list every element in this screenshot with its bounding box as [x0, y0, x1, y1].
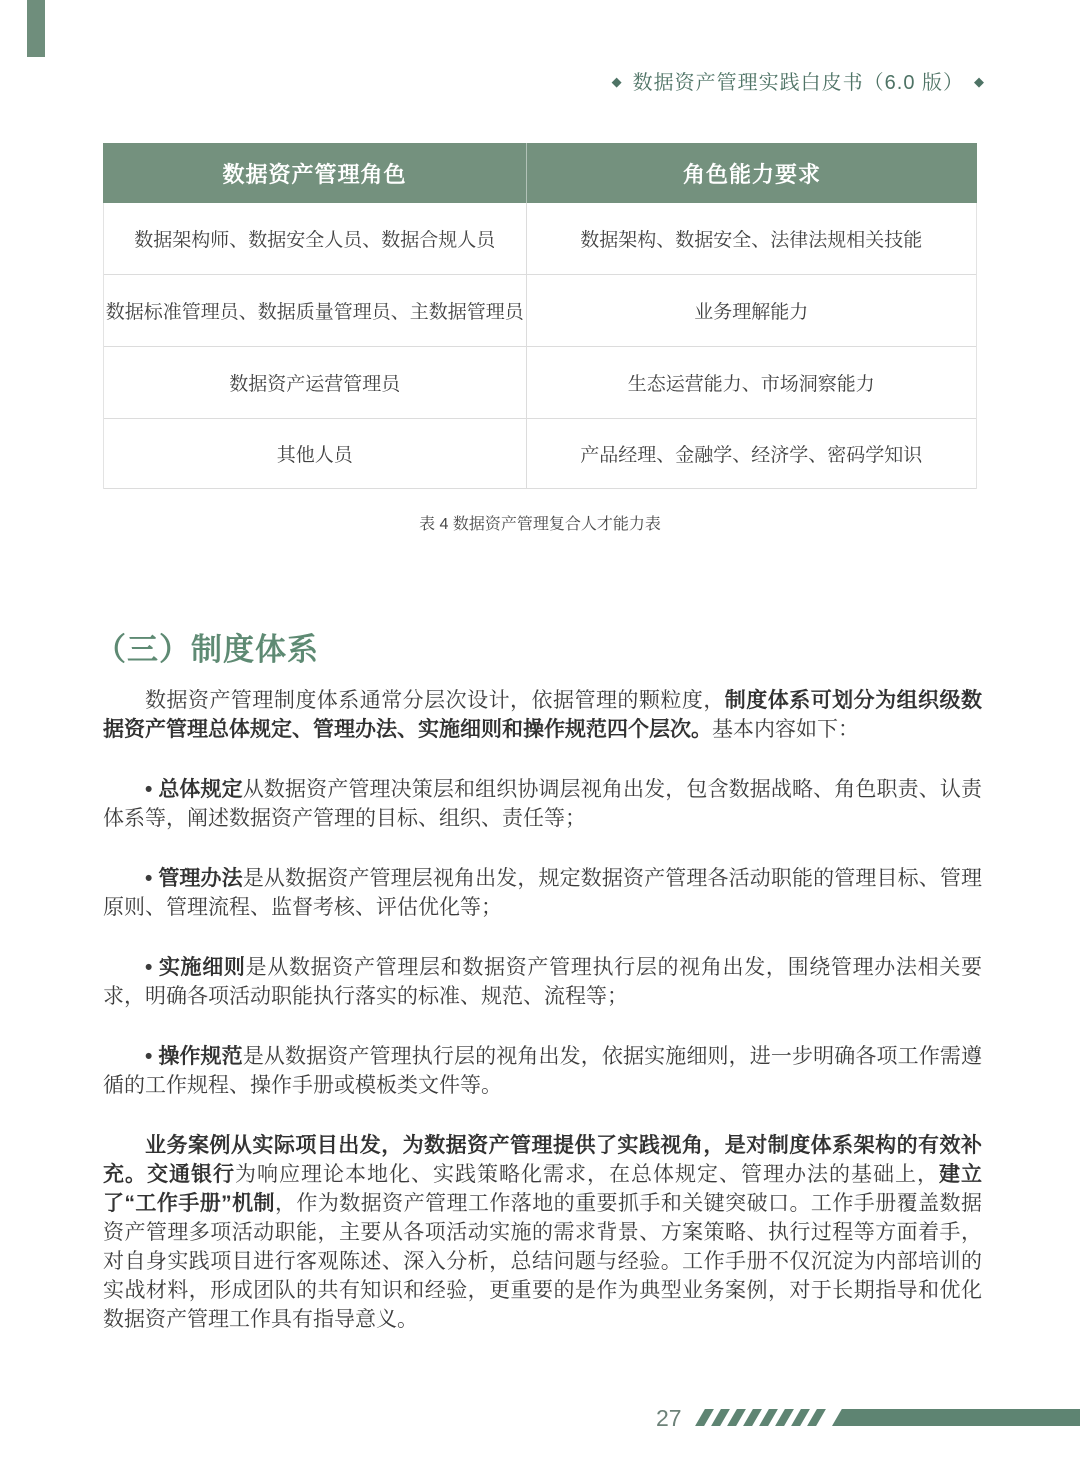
table-cell-ability: 产品经理、金融学、经济学、密码学知识 — [580, 445, 923, 466]
table-header-role: 数据资产管理角色 — [103, 143, 527, 203]
bullet-icon: • — [145, 1045, 159, 1068]
table-row — [104, 275, 976, 347]
paragraph: 数据资产管理制度体系通常分层次设计，依据管理的颗粒度，制度体系可划分为组织级数据资产管理总体规定、管理办法、实施细则和操作规范四个层次。基本内容如下： — [103, 689, 983, 741]
section-heading: （三）制度体系 — [95, 632, 319, 667]
diamond-icon: ◆ — [974, 74, 985, 89]
table-header-ability: 角色能力要求 — [682, 161, 821, 187]
bullet-paragraph: • 实施细则是从数据资产管理层和数据资产管理执行层的视角出发，围绕管理办法相关要求，明确各项活动职能执行落实的标准、规范、流程等； — [103, 956, 983, 1008]
paragraph: 业务案例从实际项目出发，为数据资产管理提供了实践视角，是对制度体系架构的有效补充。交通银行为响应理论本地化、实践策略化需求，在总体规定、管理办法的基础上，建立了“工作手册”机制，作为数据资产管理工作落地的重要抓手和关键突破口。工作手册覆盖数据资产管理多项活动职能，主要从各项活动实施的需求背景、方案策略、执行过程等方面着手，对自身实践项目进行客观陈述、深入分析，总结问题与经验。工作手册不仅沉淀为内部培训的实战材料，形成团队的共有知识和经验，更重要的是作为典型业务案例，对于长期指导和优化数据资产管理工作具有指导意义。 — [103, 1134, 982, 1331]
bullet-icon: • — [145, 867, 159, 890]
footer-slashes-decoration — [700, 1409, 828, 1426]
section-body — [103, 686, 982, 1365]
slash-stripe — [807, 1409, 826, 1426]
bullet-icon: • — [145, 778, 159, 801]
bullet-paragraph: • 总体规定从数据资产管理决策层和组织协调层视角出发，包含数据战略、角色职责、认责体系等，阐述数据资产管理的目标、组织、责任等； — [103, 778, 983, 830]
table-cell-ability: 生态运营能力、市场洞察能力 — [627, 374, 875, 395]
table-cell-role: 数据架构师、数据安全人员、数据合规人员 — [104, 203, 527, 274]
table-row — [104, 419, 976, 489]
page-number: 27 — [656, 1405, 682, 1431]
table-body — [103, 203, 977, 489]
table-cell-role: 其他人员 — [104, 419, 527, 488]
corner-mark — [27, 0, 45, 57]
table-cell-role: 数据资产运营管理员 — [104, 347, 527, 418]
bullet-paragraph: • 操作规范是从数据资产管理执行层的视角出发，依据实施细则，进一步明确各项工作需遵循的工作规程、操作手册或模板类文件等。 — [103, 1045, 983, 1097]
table-header-row — [103, 143, 977, 203]
capability-table — [103, 143, 977, 489]
bullet-paragraph: • 管理办法是从数据资产管理层视角出发，规定数据资产管理各活动职能的管理目标、管理原则、管理流程、监督考核、评估优化等； — [103, 867, 983, 919]
table-cell-role: 数据标准管理员、数据质量管理员、主数据管理员 — [104, 275, 527, 346]
table-cell-ability: 数据架构、数据安全、法律法规相关技能 — [580, 230, 923, 251]
table-caption: 表 4 数据资产管理复合人才能力表 — [419, 516, 661, 533]
table-cell-ability: 业务理解能力 — [694, 302, 809, 323]
table-row — [104, 203, 976, 275]
table-row — [104, 347, 976, 419]
footer-green-bar — [832, 1409, 1080, 1426]
bullet-icon: • — [145, 956, 159, 979]
document-title: 数据资产管理实践白皮书（6.0 版） — [632, 72, 964, 94]
diamond-icon: ◆ — [611, 74, 623, 89]
document-header — [612, 66, 985, 95]
